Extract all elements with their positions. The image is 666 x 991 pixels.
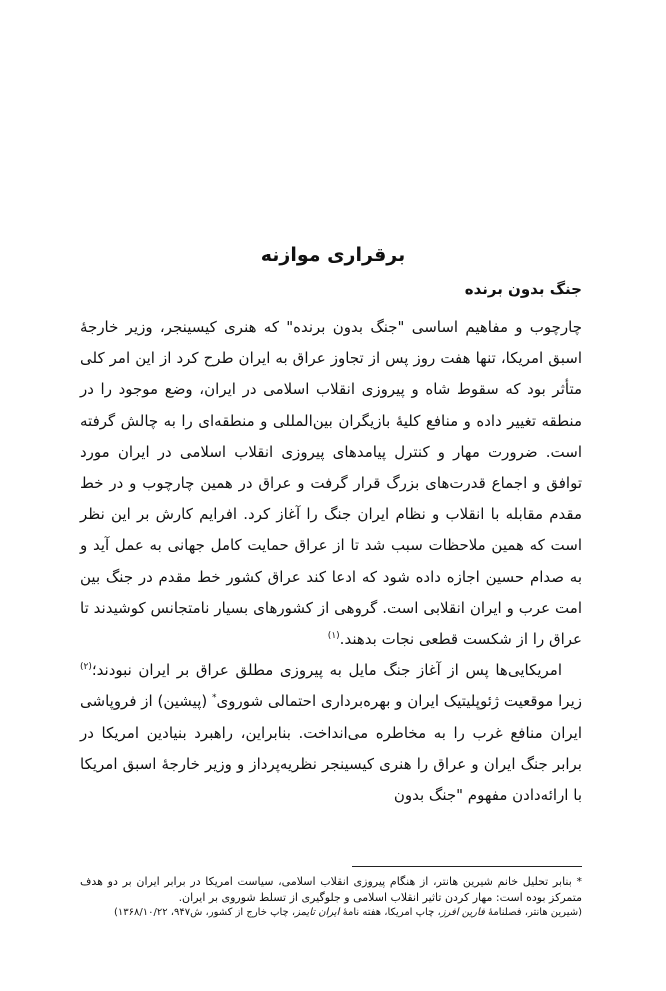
paragraph-2-text-c: (پیشین) از فروپاشی ایران منافع غرب را به مخاطره می‌انداخت. بنابراین، راهبرد بنیادین امریکا در برابر جنگ ایران و عراق را هنری کیسینجر نظریه‌پرداز و وزیر خارجهٔ اسبق امریکا با ارائه‌دادن مفهوم "جنگ بدون bbox=[80, 692, 582, 805]
paragraph-1 bbox=[80, 312, 582, 655]
page-title: برقراری موازنه bbox=[260, 244, 406, 266]
footnote-star: * bbox=[212, 693, 217, 704]
footnote-ref-1: (۱) bbox=[327, 631, 340, 642]
footnote-weekly: ایران تایمز bbox=[295, 907, 340, 918]
section-subtitle: جنگ بدون برنده bbox=[464, 280, 582, 298]
footnote-journal: فارین افرز bbox=[440, 907, 485, 918]
footnote-ref-2: (۲) bbox=[80, 662, 92, 673]
footnote-source-c: ، چاپ خارج از کشور، ش۹۴۷، ۱۳۶۸/۱۰/۲۲) bbox=[113, 907, 296, 918]
body-text bbox=[80, 312, 582, 811]
footnote-text: * بنابر تحلیل خانم شیرین هانتر، از هنگام پیروزی انقلاب اسلامی، سیاست امریکا در برابر ایران بر دو هدف متمرکز بوده است: مهار کردن تاثیر انقلاب اسلامی و جلوگیری از تسلط شوروی بر ایران. bbox=[80, 875, 582, 904]
footnote-divider bbox=[352, 866, 582, 867]
paragraph-1-text: چارچوب و مفاهیم اساسی "جنگ بدون برنده" که هنری کیسینجر، وزیر خارجهٔ اسبق امریکا، تنها هفت روز پس از تجاوز عراق به ایران طرح کرد از این امر کلی متأثر بود که سقوط شاه و پیروزی انقلاب اسلامی در ایران، وضع موجود را در منطقه تغییر داده و منافع کلیهٔ بازیگران بین‌المللی و منطقه‌ای را به چالش گرفته است. ضرورت مهار و کنترل پیامدهای پیروزی انقلاب اسلامی در ایران مورد توافق و اجماع قدرت‌های بزرگ قرار گرفت و عراق در همین چارچوب و در خط مقدم مقابله با انقلاب و نظام ایران جنگ را آغاز کرد. افرایم کارش بر این نظر است که همین ملاحظات سبب شد تا از عراق حمایت کامل جهانی به عمل آید و به صدام حسین اجازه داده شود که ادعا کند عراق کشور خط مقدم در جنگ بین امت عرب و ایران انقلابی است. گروهی از کشورهای بسیار نامتجانس کوشیدند تا عراق را از شکست قطعی نجات بدهند. bbox=[80, 318, 582, 649]
footnote-source-b: ، چاپ امریکا، هفته نامهٔ bbox=[339, 907, 441, 918]
paragraph-2-text-b: زیرا موقعیت ژئوپلیتیک ایران و بهره‌برداری احتمالی شوروی bbox=[216, 692, 582, 711]
footnote-source bbox=[80, 905, 582, 921]
paragraph-2-text-a: امریکایی‌ها پس از آغاز جنگ مایل به پیروزی مطلق عراق بر ایران نبودند؛ bbox=[91, 661, 562, 680]
paragraph-2 bbox=[80, 655, 582, 811]
footnote-source-a: (شیرین هانتر، فصلنامهٔ bbox=[484, 907, 582, 918]
footnote bbox=[80, 874, 582, 921]
